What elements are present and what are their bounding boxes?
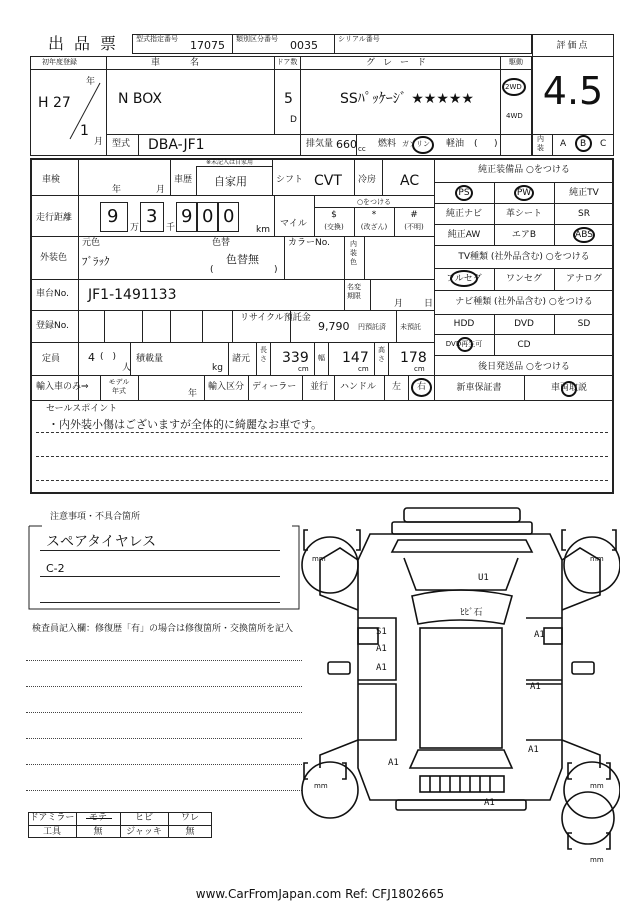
mileage-digit-4: 0 [202,206,214,227]
sales-point: ・内外装小傷はございますが全体的に綺麗なお車です。 [48,418,323,431]
fuel-diesel: 軽油 [446,139,465,149]
load-label: 積載量 [136,354,164,364]
equip-abs: ABS [575,230,593,240]
mile-label: マイル [280,219,307,229]
color-paren-open: ( [210,265,214,275]
first-reg-month: 1 [80,123,89,139]
color-label: 外装色 [40,253,68,263]
mileage-modified: (改ざん) [360,223,388,231]
model-year-unit: 年 [188,389,198,399]
reg-slash [30,69,106,156]
score-label: 評価点 [556,41,590,51]
later-label: 後日発送品 ○をつける [478,362,570,372]
import-label: 輸入車のみ⇒ [36,382,89,392]
later-manual: 車両取説 [550,383,587,393]
doors-label: ドア数 [276,58,298,66]
mirror-jack: ジャッキ [126,827,162,837]
tv-fullseg-circle [450,270,478,287]
class-no-label: 類別区分番号 [236,35,278,43]
mileage-dollar: $ [331,210,337,220]
color-change: 色替無 [226,253,259,266]
grade-label: グレード [365,58,434,68]
equip-navi: 純正ナビ [445,209,482,219]
mirror-tools: 工具 [42,827,61,837]
equip-pw: PW [516,188,532,198]
orig-color: ﾌﾞﾗｯｸ [82,255,110,268]
mileage-digit-3: 9 [181,206,193,227]
defect-s1: S1 [376,627,387,637]
interior-b: B [580,139,587,149]
rear-bumper [396,800,526,810]
fuel-gasoline: ガソリン [402,140,430,148]
mirror-ware: ワレ [180,813,199,823]
height-cm: cm [414,365,425,373]
drive-2wd-circle [502,78,526,96]
defect-u1: U1 [478,573,489,583]
notes-line1: スペアタイヤレス [46,534,157,550]
inspection-month: 月 [156,185,166,195]
width: 147 [342,350,369,366]
mileage-exchange: (交換) [324,223,344,231]
navi-cd: CD [517,340,531,350]
car-name-label: 車名 [150,58,229,68]
model-no-label: 型式指定番号 [136,35,178,43]
fuel-circle [412,136,434,154]
import-dealer: ディーラー [252,382,297,392]
name-change-day: 日 [424,299,434,309]
capacity-label: 定員 [42,354,61,364]
color-no-label: カラーNo. [288,238,330,248]
history-note: ※未記入は自家用 [206,159,254,166]
recycle-label: リサイクル預託金 [240,313,311,323]
defect-a1-right-quarter: A1 [528,745,539,755]
handle-right: 右 [417,382,427,392]
tv-oneseg: ワンセグ [505,274,542,284]
later-warranty: 新車保証書 [456,383,502,393]
notes-line2: C-2 [46,562,65,575]
recycle-paid: 円預託済 [358,323,386,331]
mileage-digit-1: 9 [107,206,119,227]
inspection-label: 車検 [42,175,61,185]
color-paren-close: ) [274,265,278,275]
color-change-label: 色替 [212,238,231,248]
interior-c: C [600,139,607,149]
type-label: 型式 [112,139,131,149]
year-unit: 年 [86,77,96,87]
import-class-label: 輸入区分 [208,382,245,392]
equip-tv: 純正TV [569,188,599,198]
type: DBA-JF1 [148,137,205,153]
serial-label: シリアル番号 [338,35,380,43]
paren-open: ( [474,139,478,149]
chassis-label: 車台No. [36,289,69,299]
month-unit: 月 [94,137,104,147]
paren-close: ) [494,139,498,149]
doors-type: D [290,115,297,125]
mileage-digit-2: 3 [146,206,158,227]
interior-color-label: 内装色 [350,240,357,266]
orig-color-label: 元色 [82,238,101,248]
handle-left: 左 [392,382,402,392]
handle-right-circle [411,378,432,397]
tire-front-right [564,537,620,593]
fuel-label: 燃料 [378,139,397,149]
equip-airbag: エアB [511,230,537,240]
mirror-mote: モテ [88,813,107,823]
mileage-circle-note: ○をつける [356,198,392,206]
notes-label: 注意事項・不具合箇所 [50,512,141,522]
height-label: 高さ [378,346,385,363]
dims-label: 諸元 [232,354,251,364]
navi-dvd-play-circle [457,337,473,352]
mileage-unknown: (不明) [404,223,424,231]
mileage-km: km [256,225,270,235]
history-label: 車歴 [174,175,193,185]
cc-unit: cc [358,145,366,153]
grade: SSﾊﾟｯｹｰｼﾞ ★★★★★ [340,91,474,107]
chassis: JF1-1491133 [88,287,177,303]
tire-front-left [302,537,358,593]
capacity-unit: 人 [122,363,132,373]
navi-dvd-play: DVD再生可 [445,340,483,348]
width-cm: cm [358,365,369,373]
later-manual-circle [561,381,577,397]
interior-b-circle [575,135,592,152]
name-change-label: 名変期限 [347,283,361,300]
recycle: 9,790 [318,320,350,333]
shift-label: シフト [276,175,304,185]
tv-analog: アナログ [565,274,602,284]
footer-ref: www.CarFromJapan.com Ref: CFJ1802665 [195,887,445,901]
front-bumper [404,508,520,522]
interior-label: 内装 [537,135,544,152]
width-label: 幅 [318,354,325,362]
first-reg-era: H 27 [38,95,71,111]
doors: 5 [284,91,293,107]
mm-rear-right: mm [590,782,604,790]
reg-label: 登録No. [36,321,69,331]
defect-a1-left-front: A1 [376,644,387,654]
mileage-label: 走行距離 [36,213,73,223]
equip-leather: 革シート [505,209,542,219]
inspector-label: 検査員記入欄：修復歴「有」の場合は修復箇所・交換箇所を記入 [32,624,294,634]
interior-a: A [560,139,567,149]
mileage-hash: # [410,210,418,220]
displacement-label: 排気量 [306,139,334,149]
first-reg-label: 初年度登録 [42,58,77,66]
load-kg: kg [212,363,223,373]
mileage-man: 万 [130,223,140,233]
equip-pw-circle [514,185,534,201]
handle-label: ハンドル [340,382,377,392]
mirror-tools-none: 無 [93,827,103,837]
mileage-digit-5: 0 [223,206,235,227]
navi-sd: SD [577,319,591,329]
navi-hdd: HDD [453,319,475,329]
sales-label: セールスポイント [46,404,118,414]
page-title: 出品票 [48,34,127,53]
defect-a1-right-front: A1 [534,630,545,640]
shift: CVT [314,173,342,189]
equip-sr: SR [578,209,590,219]
defect-a1-left-quarter: A1 [388,758,399,768]
equip-aw: 純正AW [447,230,481,240]
mm-spare: mm [590,856,604,864]
name-change-month: 月 [394,299,404,309]
mm-front-right: mm [590,555,604,563]
navi-dvd: DVD [514,319,534,329]
defect-a1-left-mid: A1 [376,663,387,673]
mileage-sen: 千 [166,223,176,233]
mileage-star: * [371,210,377,220]
car-diagram [300,500,620,870]
height: 178 [400,350,427,366]
model-year-label: モデル年式 [108,378,130,395]
drive-4wd: 4WD [506,112,523,120]
ac-label: 冷房 [358,175,377,185]
tire-rear-right [564,762,620,818]
mirror-hibi: ヒビ [134,813,153,823]
inspection-year: 年 [112,185,122,195]
notes-frame [28,518,300,610]
defect-a1-right-rear: A1 [530,682,541,692]
length-label: 長さ [260,346,267,363]
class-no: 0035 [290,39,318,52]
drive-2wd: 2WD [505,83,522,91]
length-cm: cm [298,365,309,373]
capacity: 4 [88,351,95,364]
tv-type-label: TV種類 (社外品含む) ○をつける [458,252,590,262]
displacement: 660 [336,138,357,151]
drive-label: 駆動 [509,58,523,66]
tire-rear-left [302,762,358,818]
length: 339 [282,350,309,366]
defect-a1-rear-bumper: A1 [484,798,495,808]
model-no: 17075 [190,39,225,52]
equip-ps-circle [455,185,473,201]
standard-equip-label: 純正装備品 ○をつける [478,165,570,175]
mirror-door: ドアミラー [29,813,75,823]
navi-type-label: ナビ種類 (社外品含む) ○をつける [455,297,593,307]
car-name: N BOX [118,91,162,107]
score: 4.5 [542,69,604,113]
recycle-unpaid: 未預託 [400,323,421,331]
equip-abs-circle [573,227,595,243]
history: 自家用 [214,175,247,188]
mirror-jack-none: 無 [185,827,195,837]
mm-rear-left: mm [314,782,328,790]
import-parallel: 並行 [310,382,329,392]
tv-fullseg: フルセグ [446,274,482,284]
mm-front-left: mm [312,555,326,563]
ac: AC [400,173,420,189]
defect-chip: ﾋﾋﾞ石 [460,608,483,618]
equip-ps: PS [458,188,470,198]
